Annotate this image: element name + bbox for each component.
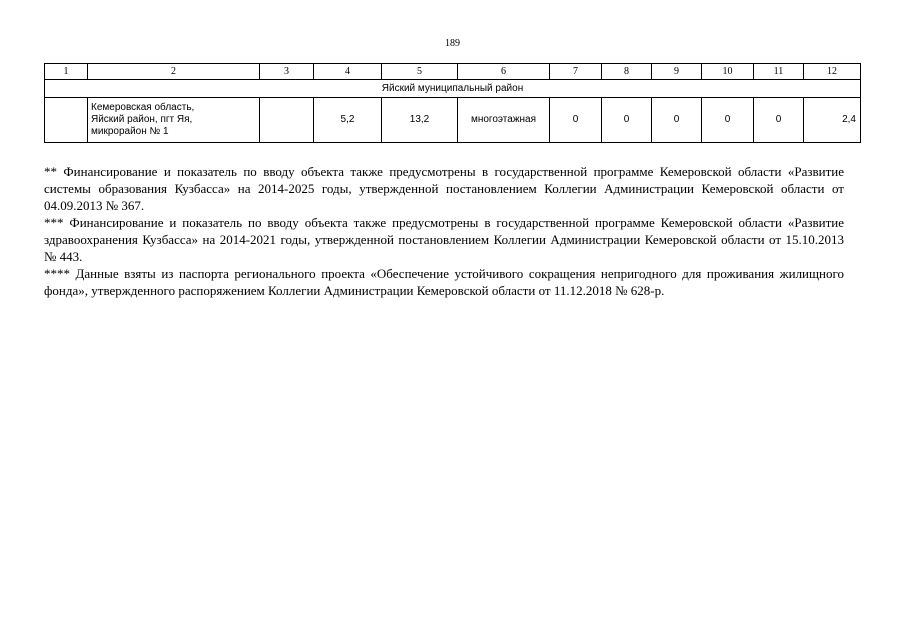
footnote-quadruple-asterisk: **** Данные взяты из паспорта регионального проекта «Обеспечение устойчивого сокращения непригодного для проживания жилищного фонда», утвержденного распоряжением Коллегии Администрации Кемеровской области от 11.12.2018 № 628-р. bbox=[44, 266, 844, 298]
building-type-cell: многоэтажная bbox=[458, 98, 550, 143]
table-cell: 5,2 bbox=[314, 98, 382, 143]
column-header: 11 bbox=[754, 64, 804, 80]
table-row bbox=[45, 98, 861, 143]
table-header-row bbox=[45, 64, 861, 80]
footnote-triple-asterisk: *** Финансирование и показатель по вводу объекта также предусмотрены в государственной программе Кемеровской области «Развитие здравоохранения Кузбасса» на 2014-2021 годы, утвержденной постановлением Коллегии Администрации Кемеровской области от 15.10.2013 № 443. bbox=[44, 215, 844, 264]
table-cell: 0 bbox=[602, 98, 652, 143]
column-header: 5 bbox=[382, 64, 458, 80]
table-cell bbox=[260, 98, 314, 143]
column-header: 3 bbox=[260, 64, 314, 80]
column-header: 2 bbox=[88, 64, 260, 80]
table-cell: 0 bbox=[702, 98, 754, 143]
footnote-double-asterisk: ** Финансирование и показатель по вводу объекта также предусмотрены в государственной программе Кемеровской области «Развитие системы образования Кузбасса» на 2014-2025 годы, утвержденной постановлением Коллегии Администрации Кемеровской области от 04.09.2013 № 367. bbox=[44, 164, 844, 213]
table-cell: 0 bbox=[652, 98, 702, 143]
column-header: 8 bbox=[602, 64, 652, 80]
section-title: Яйский муниципальный район bbox=[45, 80, 861, 98]
table-cell: 0 bbox=[754, 98, 804, 143]
column-header: 1 bbox=[45, 64, 88, 80]
page-number: 189 bbox=[445, 38, 460, 49]
table-cell: 2,4 bbox=[804, 98, 861, 143]
table-cell: 0 bbox=[550, 98, 602, 143]
data-table bbox=[44, 63, 861, 143]
table-cell bbox=[45, 98, 88, 143]
column-header: 7 bbox=[550, 64, 602, 80]
footnotes bbox=[44, 163, 844, 299]
column-header: 9 bbox=[652, 64, 702, 80]
column-header: 10 bbox=[702, 64, 754, 80]
address-cell: Кемеровская область, Яйский район, пгт Яя, микрорайон № 1 bbox=[88, 98, 260, 143]
column-header: 4 bbox=[314, 64, 382, 80]
table-section-row bbox=[45, 80, 861, 98]
column-header: 12 bbox=[804, 64, 861, 80]
column-header: 6 bbox=[458, 64, 550, 80]
table-cell: 13,2 bbox=[382, 98, 458, 143]
